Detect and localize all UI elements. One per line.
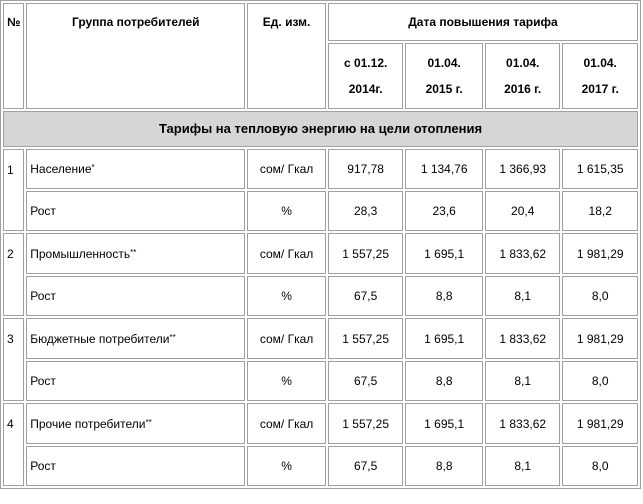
footnote-mark: * xyxy=(91,163,95,172)
tariff-value: 1 981,29 xyxy=(562,233,638,274)
growth-value: 8,0 xyxy=(562,446,638,486)
growth-value: 8,1 xyxy=(485,446,560,486)
tariff-value: 1 557,25 xyxy=(328,403,403,444)
tariff-value: 1 557,25 xyxy=(328,233,403,274)
tariff-value: 1 833,62 xyxy=(485,233,560,274)
tariff-value: 1 557,25 xyxy=(328,318,403,359)
growth-label: Рост xyxy=(26,276,245,316)
tariff-value: 1 134,76 xyxy=(405,149,483,189)
header-dates-title: Дата повышения тарифа xyxy=(328,3,638,41)
table-row xyxy=(3,233,638,274)
row-num: 1 xyxy=(3,149,24,231)
growth-value: 67,5 xyxy=(328,361,403,401)
growth-unit: % xyxy=(247,276,326,316)
table-row xyxy=(3,276,638,316)
tariff-value: 1 981,29 xyxy=(562,403,638,444)
growth-unit: % xyxy=(247,446,326,486)
table-row xyxy=(3,149,638,189)
growth-value: 8,0 xyxy=(562,361,638,401)
table-row xyxy=(3,361,638,401)
tariff-unit: сом/ Гкал xyxy=(247,149,326,189)
growth-unit: % xyxy=(247,191,326,231)
growth-value: 8,8 xyxy=(405,361,483,401)
growth-value: 67,5 xyxy=(328,276,403,316)
growth-label: Рост xyxy=(26,361,245,401)
group-name-cell xyxy=(26,233,245,274)
header-date-2 xyxy=(405,43,483,109)
group-name: Прочие потребители xyxy=(30,416,146,431)
growth-value: 8,8 xyxy=(405,276,483,316)
tariff-value: 1 366,93 xyxy=(485,149,560,189)
growth-value: 18,2 xyxy=(562,191,638,231)
group-name-cell xyxy=(26,318,245,359)
header-date-3-line2: 2016 г. xyxy=(504,82,542,96)
growth-label: Рост xyxy=(26,191,245,231)
tariff-value: 1 833,62 xyxy=(485,318,560,359)
group-name-cell xyxy=(26,149,245,189)
footnote-mark: ** xyxy=(169,332,176,342)
tariff-value: 1 833,62 xyxy=(485,403,560,444)
tariff-value: 1 981,29 xyxy=(562,318,638,359)
header-date-4-line2: 2017 г. xyxy=(581,82,619,96)
growth-unit: % xyxy=(247,361,326,401)
header-group: Группа потребителей xyxy=(26,3,245,109)
header-date-1 xyxy=(328,43,403,109)
header-date-1-line1: с 01.12. xyxy=(343,56,388,70)
growth-value: 8,1 xyxy=(485,361,560,401)
tariff-value: 1 695,1 xyxy=(405,318,483,359)
row-num: 2 xyxy=(3,233,24,316)
row-num: 4 xyxy=(3,403,24,486)
row-num: 3 xyxy=(3,318,24,401)
group-name-cell xyxy=(26,403,245,444)
table-row xyxy=(3,191,638,231)
growth-value: 8,1 xyxy=(485,276,560,316)
growth-value: 20,4 xyxy=(485,191,560,231)
tariff-value: 1 615,35 xyxy=(562,149,638,189)
footnote-mark: ** xyxy=(145,417,152,427)
footnote-mark: ** xyxy=(130,247,137,257)
growth-value: 8,8 xyxy=(405,446,483,486)
table-row xyxy=(3,318,638,359)
header-date-4-line1: 01.04. xyxy=(583,56,617,70)
header-date-3 xyxy=(485,43,560,109)
header-date-2-line2: 2015 г. xyxy=(425,82,463,96)
tariff-value: 1 695,1 xyxy=(405,403,483,444)
header-unit: Ед. изм. xyxy=(247,3,326,109)
section-title: Тарифы на тепловую энергию на цели отопления xyxy=(3,111,638,147)
growth-value: 8,0 xyxy=(562,276,638,316)
table-row xyxy=(3,403,638,444)
tariff-value: 917,78 xyxy=(328,149,403,189)
growth-value: 67,5 xyxy=(328,446,403,486)
tariff-unit: сом/ Гкал xyxy=(247,233,326,274)
header-date-1-line2: 2014г. xyxy=(348,82,383,96)
tariff-value: 1 695,1 xyxy=(405,233,483,274)
growth-label: Рост xyxy=(26,446,245,486)
growth-value: 28,3 xyxy=(328,191,403,231)
header-num: № xyxy=(3,3,24,109)
group-name: Промышленность xyxy=(30,246,131,261)
group-name: Население xyxy=(30,162,92,176)
group-name: Бюджетные потребители xyxy=(30,331,170,346)
table-row xyxy=(3,446,638,486)
header-date-3-line1: 01.04. xyxy=(506,56,540,70)
tariff-unit: сом/ Гкал xyxy=(247,403,326,444)
growth-value: 23,6 xyxy=(405,191,483,231)
header-date-4 xyxy=(562,43,638,109)
tariff-unit: сом/ Гкал xyxy=(247,318,326,359)
header-date-2-line1: 01.04. xyxy=(427,56,461,70)
